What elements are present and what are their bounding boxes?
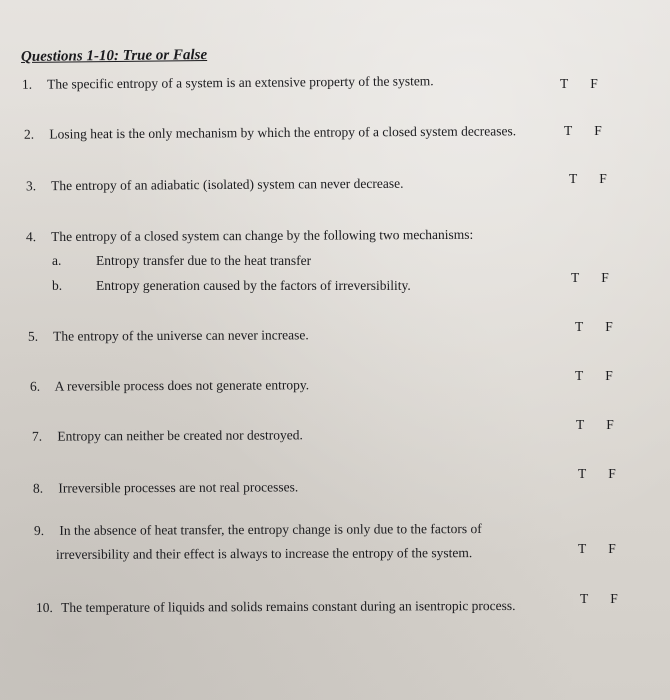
true-option[interactable]: T [564,123,573,138]
question-text: A reversible process does not generate entropy. [54,377,310,394]
question-7 [32,428,303,443]
subitem-text: Entropy transfer due to the heat transfer [96,253,312,268]
question-text: irreversibility and their effect is always to increase the entropy of the system. [55,545,473,562]
subitem-b [52,279,411,293]
subitem-text: Entropy generation caused by the factors of irreversibility. [96,278,411,293]
true-false-choice-8 [578,467,616,481]
question-5 [28,328,309,343]
question-number: 10. [35,599,53,616]
subitem-letter: a. [52,253,62,268]
false-option[interactable]: F [590,76,598,91]
true-false-choice-4 [571,271,609,285]
true-false-choice-9 [578,542,616,556]
question-9 [34,522,482,537]
true-false-choice-1 [560,77,598,91]
question-number: 5. [27,328,39,344]
true-option[interactable]: T [571,270,580,285]
true-false-choice-7 [576,418,614,432]
question-4 [26,228,473,244]
question-text: The entropy of the universe can never increase. [53,327,309,344]
true-false-choice-10 [580,592,618,606]
subitem-letter: b. [52,278,63,293]
question-number: 2. [23,126,35,142]
question-number: 1. [21,76,33,92]
question-9-continuation [56,546,472,561]
true-option[interactable]: T [576,417,585,432]
question-text: The entropy of an adiabatic (isolated) system can never decrease. [51,175,404,194]
false-option[interactable]: F [610,591,618,606]
question-number: 7. [31,428,43,444]
true-option[interactable]: T [580,591,589,606]
false-option[interactable]: F [605,368,613,383]
question-text: Irreversible processes are not real processes. [58,479,299,496]
true-option[interactable]: T [560,76,569,91]
false-option[interactable]: F [599,171,607,186]
true-false-choice-2 [564,124,602,138]
false-option[interactable]: F [605,319,613,334]
question-1 [22,74,434,91]
question-8 [33,480,298,495]
question-number: 3. [25,178,37,194]
question-number: 6. [29,378,41,394]
question-number: 4. [25,229,37,245]
false-option[interactable]: F [601,270,609,285]
subitem-a [52,254,311,268]
question-text: Entropy can neither be created nor destroyed. [57,427,303,444]
question-text: The temperature of liquids and solids remains constant during an isentropic process. [61,597,516,615]
question-number: 8. [32,480,44,496]
true-option[interactable]: T [578,541,587,556]
question-text: The entropy of a closed system can change by the following two mechanisms: [51,226,474,245]
question-3 [26,177,404,193]
true-option[interactable]: T [569,171,578,186]
question-text: Losing heat is the only mechanism by which the entropy of a closed system decreases. [49,123,517,142]
true-false-choice-3 [569,172,607,186]
true-option[interactable]: T [575,319,584,334]
true-option[interactable]: T [578,466,587,481]
question-6 [30,378,309,393]
false-option[interactable]: F [608,466,616,481]
question-text: In the absence of heat transfer, the entropy change is only due to the factors of [59,521,482,538]
question-10 [36,599,516,615]
question-number: 9. [33,522,45,538]
false-option[interactable]: F [608,541,616,556]
question-2 [24,124,516,141]
true-false-choice-6 [575,369,613,383]
false-option[interactable]: F [594,123,602,138]
section-heading: Questions 1-10: True or False [20,47,208,65]
true-option[interactable]: T [575,368,584,383]
true-false-choice-5 [575,320,613,334]
false-option[interactable]: F [606,417,614,432]
question-text: The specific entropy of a system is an extensive property of the system. [47,73,434,92]
